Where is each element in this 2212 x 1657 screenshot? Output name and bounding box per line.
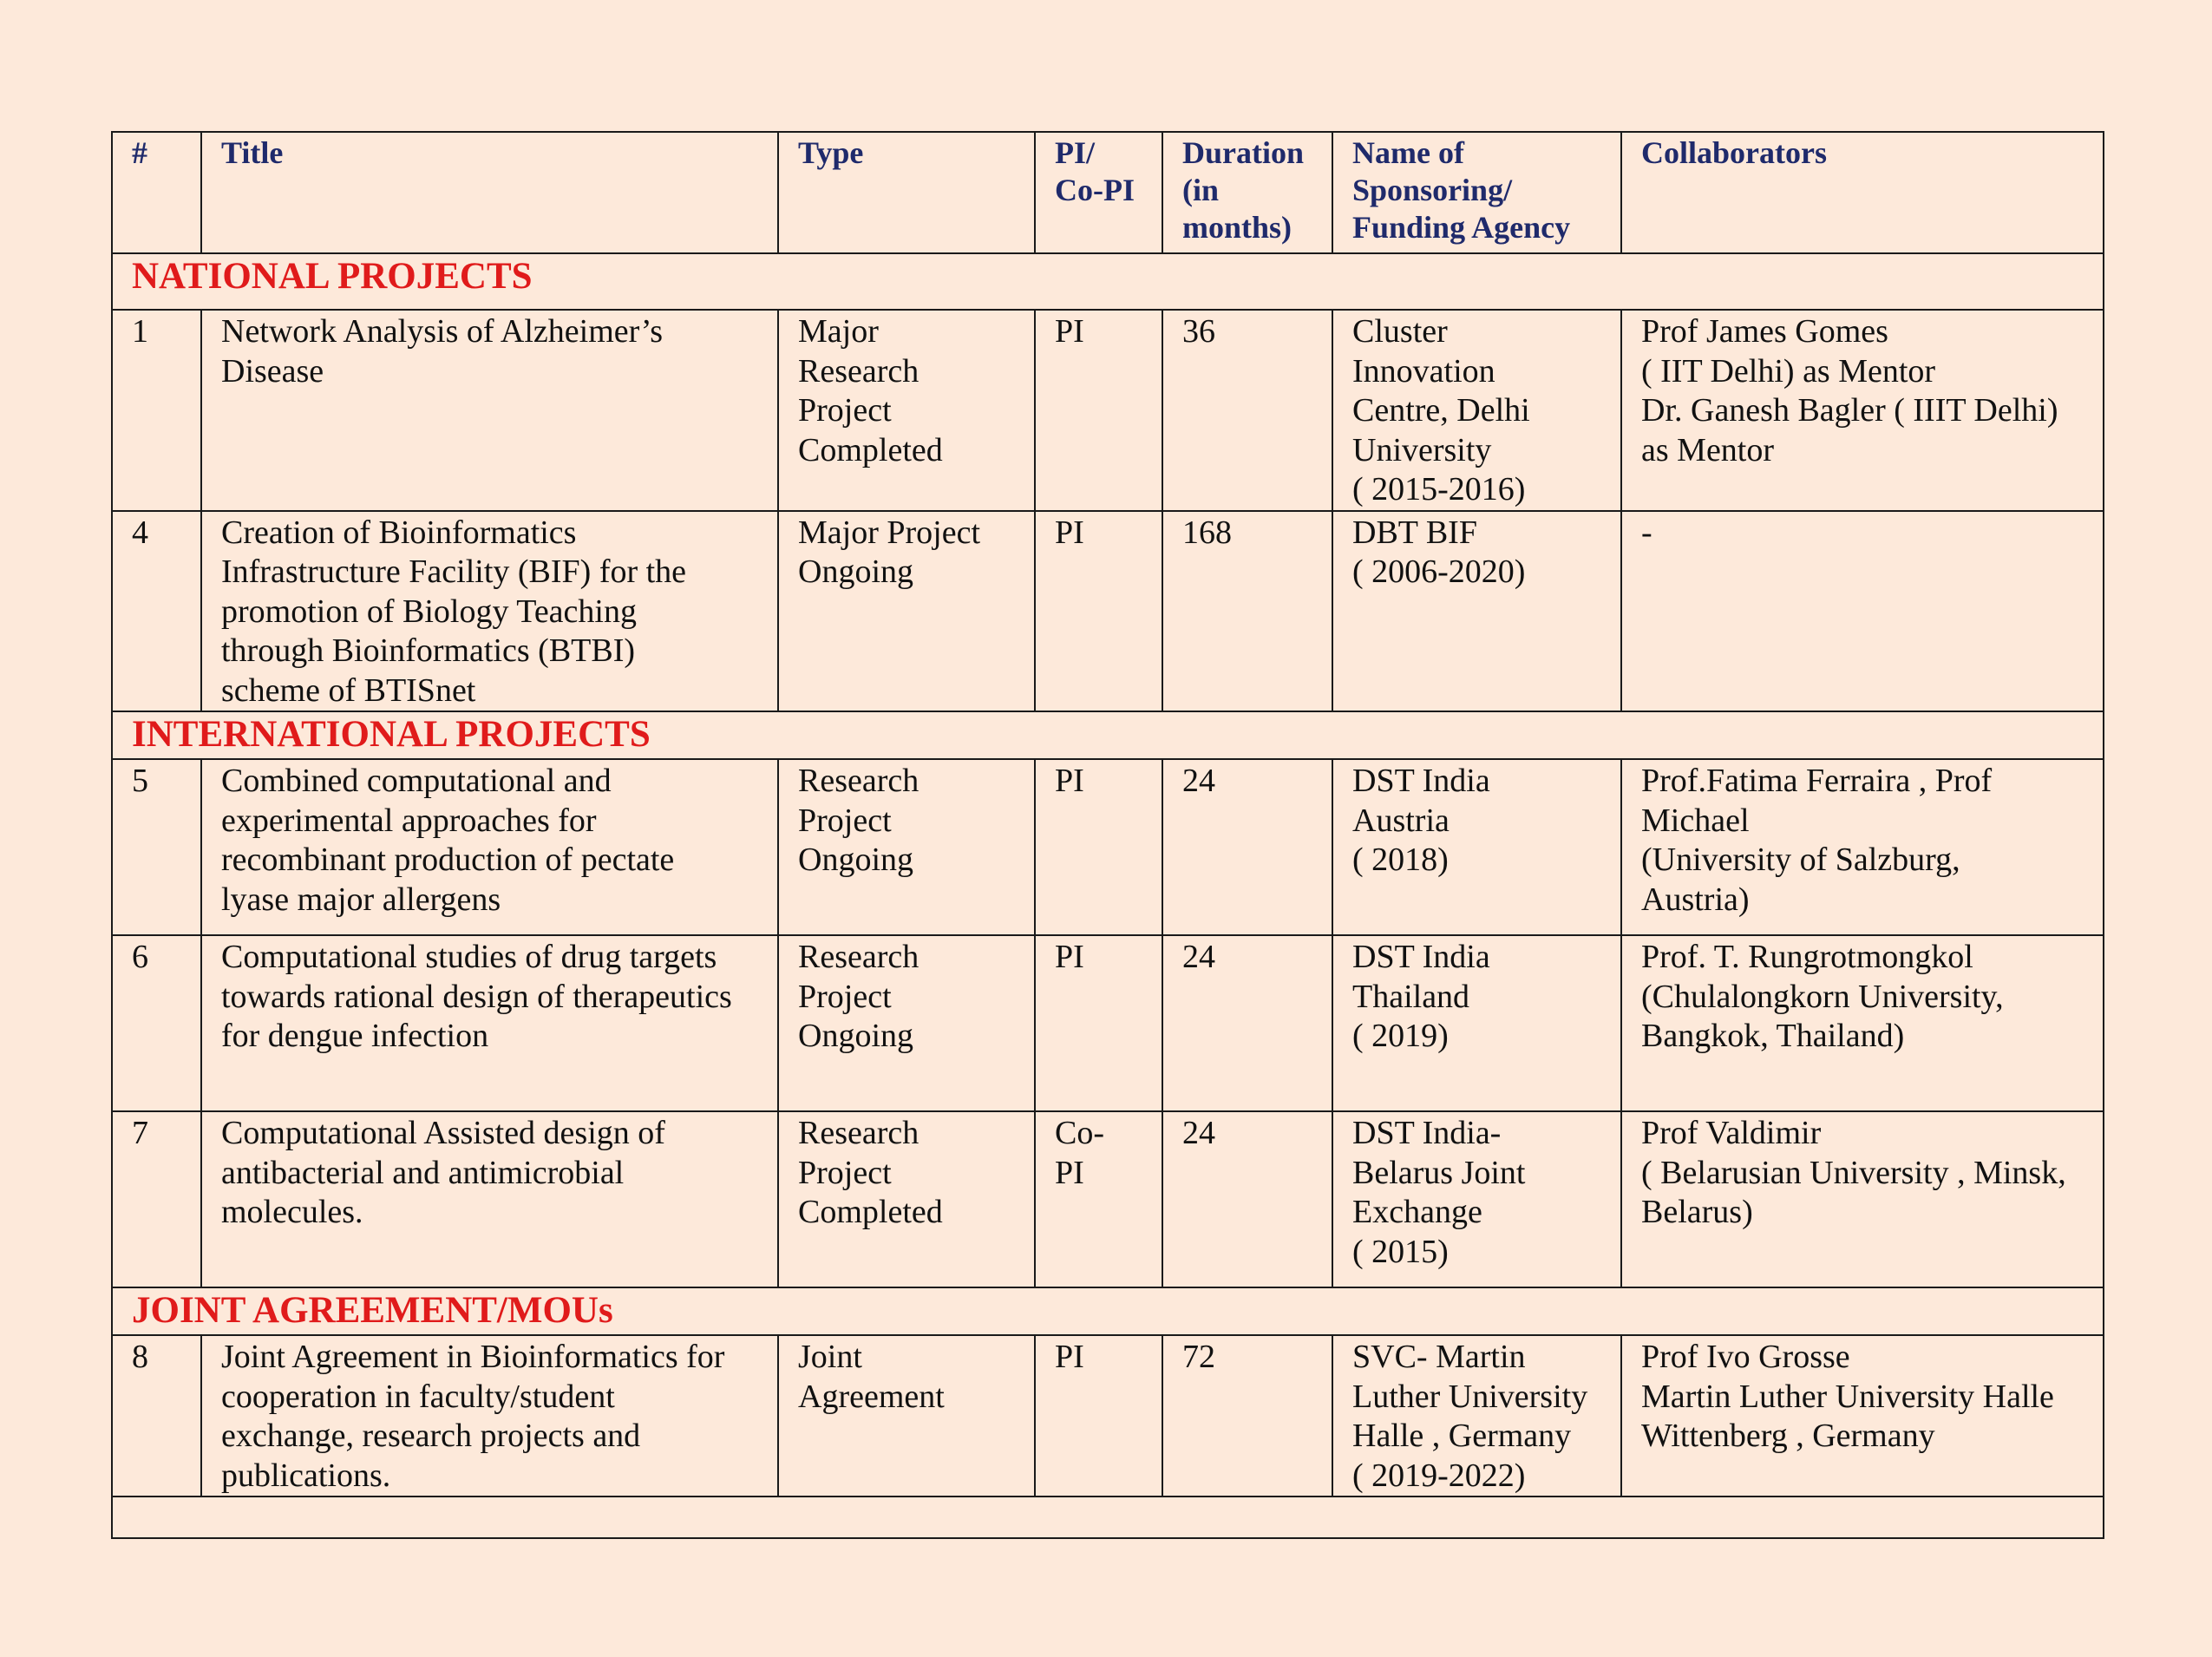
row-pi: PI — [1035, 759, 1162, 935]
row-collaborators: Prof. T. Rungrotmongkol (Chulalongkorn University, Bangkok, Thailand) — [1621, 935, 2104, 1111]
row-type: Research Project Completed — [778, 1111, 1035, 1287]
row-number: 6 — [112, 935, 201, 1111]
table-row — [112, 1111, 2104, 1287]
row-agency: DBT BIF ( 2006-2020) — [1332, 511, 1621, 712]
row-agency: DST India Austria ( 2018) — [1332, 759, 1621, 935]
row-agency: SVC- Martin Luther University Halle , Germany ( 2019-2022) — [1332, 1335, 1621, 1497]
row-type: Joint Agreement — [778, 1335, 1035, 1497]
row-collaborators: Prof Ivo Grosse Martin Luther University Halle Wittenberg , Germany — [1621, 1335, 2104, 1497]
row-pi: Co- PI — [1035, 1111, 1162, 1287]
row-duration: 36 — [1162, 310, 1332, 511]
row-title: Network Analysis of Alzheimer’s Disease — [201, 310, 778, 511]
section-title: JOINT AGREEMENT/MOUs — [112, 1287, 2104, 1335]
row-duration: 24 — [1162, 759, 1332, 935]
section-title: NATIONAL PROJECTS — [112, 253, 2104, 310]
row-pi: PI — [1035, 1335, 1162, 1497]
section-header-joint-agreement — [112, 1287, 2104, 1335]
table-header-row — [112, 132, 2104, 253]
row-agency: DST India- Belarus Joint Exchange ( 2015) — [1332, 1111, 1621, 1287]
row-collaborators: Prof James Gomes ( IIT Delhi) as Mentor Dr. Ganesh Bagler ( IIIT Delhi) as Mentor — [1621, 310, 2104, 511]
row-number: 7 — [112, 1111, 201, 1287]
header-title: Title — [201, 132, 778, 253]
table-row — [112, 511, 2104, 712]
row-type: Major Research Project Completed — [778, 310, 1035, 511]
row-agency: DST India Thailand ( 2019) — [1332, 935, 1621, 1111]
table-row — [112, 759, 2104, 935]
row-collaborators: - — [1621, 511, 2104, 712]
header-number: # — [112, 132, 201, 253]
row-pi: PI — [1035, 310, 1162, 511]
table-row — [112, 935, 2104, 1111]
row-duration: 24 — [1162, 935, 1332, 1111]
row-pi: PI — [1035, 511, 1162, 712]
row-number: 4 — [112, 511, 201, 712]
header-duration: Duration (in months) — [1162, 132, 1332, 253]
header-type: Type — [778, 132, 1035, 253]
row-type: Research Project Ongoing — [778, 759, 1035, 935]
row-title: Joint Agreement in Bioinformatics for cooperation in faculty/student exchange, research projects and publications. — [201, 1335, 778, 1497]
empty-table-row — [112, 1497, 2104, 1538]
row-number: 8 — [112, 1335, 201, 1497]
section-header-international — [112, 711, 2104, 759]
empty-cell — [112, 1497, 2104, 1538]
row-agency: Cluster Innovation Centre, Delhi University ( 2015-2016) — [1332, 310, 1621, 511]
header-collaborators: Collaborators — [1621, 132, 2104, 253]
row-title: Computational studies of drug targets towards rational design of therapeutics for dengue infection — [201, 935, 778, 1111]
row-collaborators: Prof.Fatima Ferraira , Prof Michael (University of Salzburg, Austria) — [1621, 759, 2104, 935]
row-title: Combined computational and experimental approaches for recombinant production of pectate lyase major allergens — [201, 759, 778, 935]
row-duration: 168 — [1162, 511, 1332, 712]
row-duration: 24 — [1162, 1111, 1332, 1287]
row-duration: 72 — [1162, 1335, 1332, 1497]
row-number: 5 — [112, 759, 201, 935]
row-title: Computational Assisted design of antibacterial and antimicrobial molecules. — [201, 1111, 778, 1287]
row-collaborators: Prof Valdimir ( Belarusian University , Minsk, Belarus) — [1621, 1111, 2104, 1287]
projects-table — [111, 131, 2104, 1539]
header-pi: PI/ Co-PI — [1035, 132, 1162, 253]
row-number: 1 — [112, 310, 201, 511]
table-row — [112, 1335, 2104, 1497]
row-pi: PI — [1035, 935, 1162, 1111]
header-agency: Name of Sponsoring/ Funding Agency — [1332, 132, 1621, 253]
section-title: INTERNATIONAL PROJECTS — [112, 711, 2104, 759]
section-header-national — [112, 253, 2104, 310]
row-type: Research Project Ongoing — [778, 935, 1035, 1111]
table-row — [112, 310, 2104, 511]
row-title: Creation of Bioinformatics Infrastructure Facility (BIF) for the promotion of Biology Teaching through Bioinformatics (BTBI) scheme of BTISnet — [201, 511, 778, 712]
row-type: Major Project Ongoing — [778, 511, 1035, 712]
